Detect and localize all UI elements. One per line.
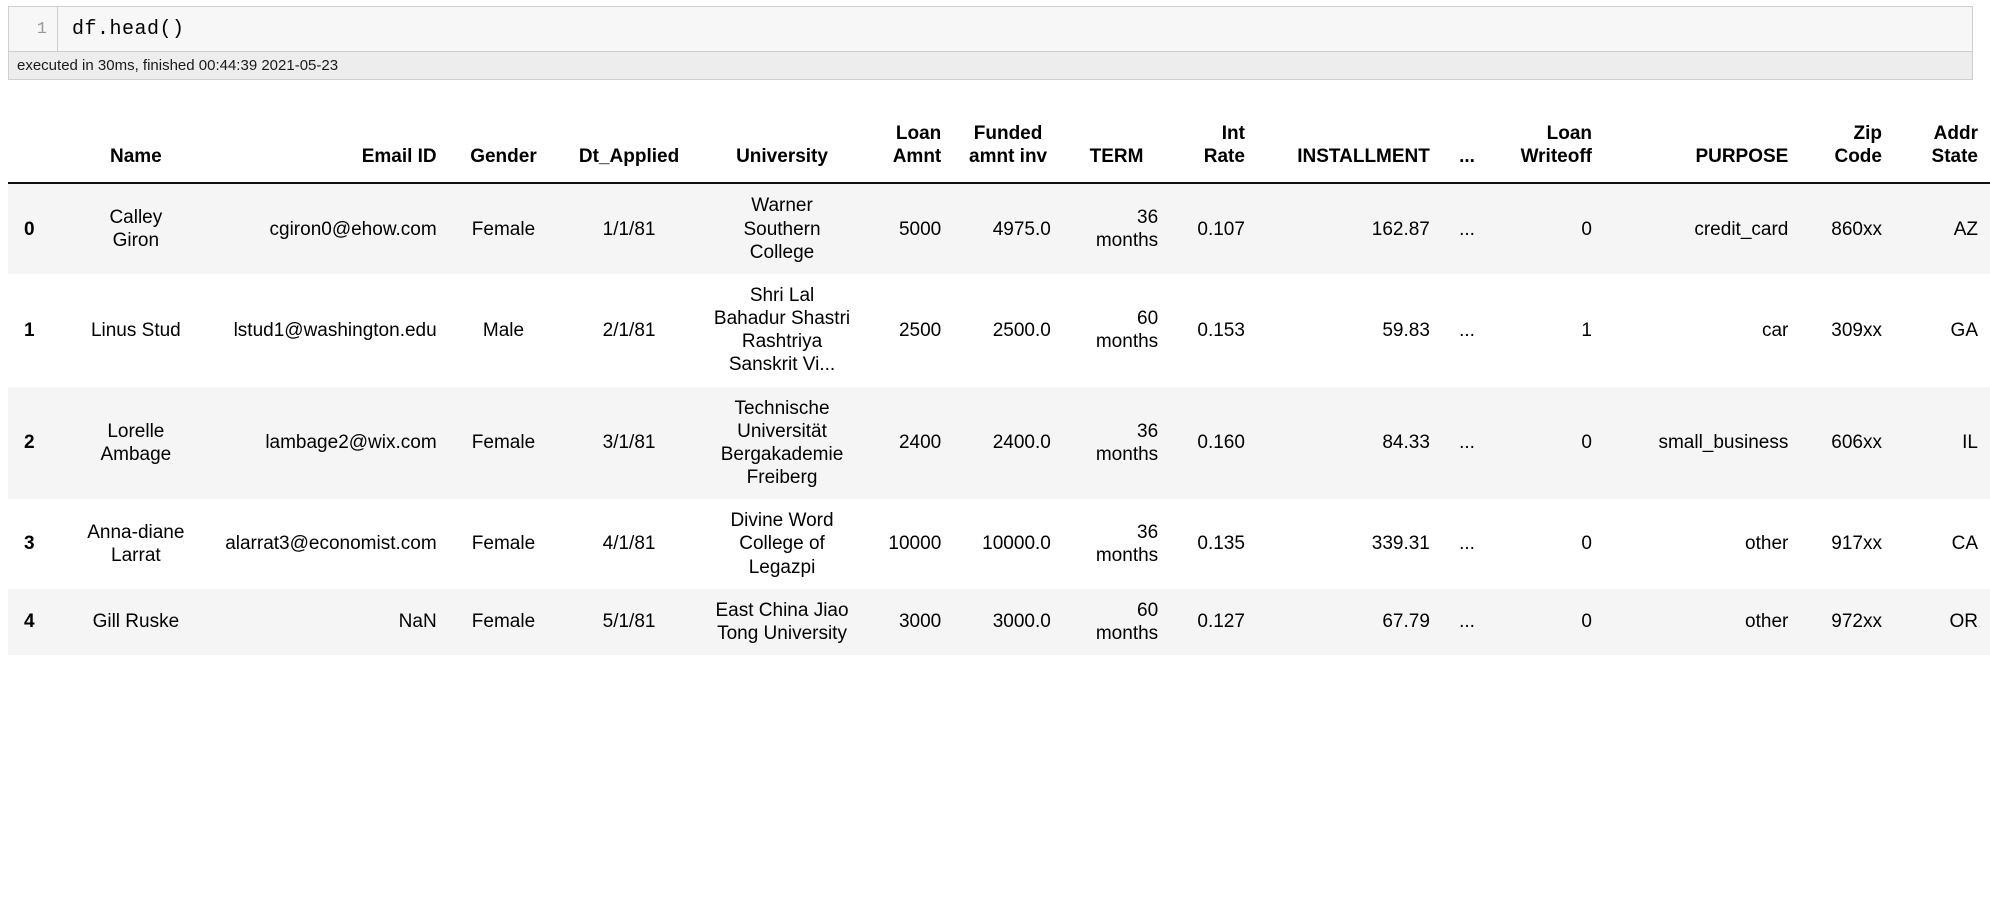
cell-ellipsis: ...	[1459, 533, 1475, 555]
cell-installment: 339.31	[1371, 533, 1430, 555]
column-header-university: University	[700, 114, 864, 183]
cell-int-rate: 0.160	[1197, 432, 1245, 454]
row-index: 2	[24, 432, 35, 454]
cell-installment: 67.79	[1382, 611, 1430, 633]
cell-dt-applied: 1/1/81	[602, 218, 656, 240]
table-row	[8, 274, 1990, 387]
cell-name: Linus Stud	[90, 319, 181, 341]
cell-purpose: credit_card	[1694, 218, 1789, 240]
column-header-zip-code: Zip Code	[1800, 114, 1894, 183]
cell-university: East China Jiao Tong University	[715, 599, 849, 644]
cell-loan-writeoff: 0	[1581, 432, 1592, 454]
cell-email: lstud1@washington.edu	[233, 319, 437, 341]
cell-funded-amnt-inv: 2400.0	[992, 432, 1051, 454]
cell-int-rate: 0.127	[1197, 611, 1245, 633]
cell-gender: Female	[471, 432, 536, 454]
cell-university: Warner Southern College	[743, 195, 821, 263]
cell-loan-amnt: 3000	[898, 611, 942, 633]
column-header-addr-state: Addr State	[1894, 114, 1990, 183]
cell-email: cgiron0@ehow.com	[269, 218, 437, 240]
cell-loan-amnt: 2400	[898, 432, 942, 454]
column-header-loan-writeoff: Loan Writeoff	[1492, 114, 1604, 183]
cell-dt-applied: 3/1/81	[602, 432, 656, 454]
execution-info-text: executed in 30ms, finished 00:44:39 2021-05-23	[17, 56, 339, 74]
row-index: 0	[24, 218, 35, 240]
cell-zip-code: 917xx	[1831, 533, 1882, 555]
table-row	[8, 387, 1990, 500]
cell-email: alarrat3@economist.com	[225, 533, 437, 555]
table-header-row	[8, 114, 1990, 183]
cell-dt-applied: 4/1/81	[602, 533, 656, 555]
cell-name: Calley Giron	[109, 206, 163, 252]
cell-addr-state: GA	[1950, 319, 1978, 341]
cell-email: NaN	[398, 611, 437, 633]
cell-funded-amnt-inv: 10000.0	[982, 533, 1051, 555]
cell-email: lambage2@wix.com	[265, 432, 437, 454]
row-index: 4	[24, 611, 35, 633]
cell-term: 36 months	[1095, 521, 1159, 566]
cell-zip-code: 972xx	[1831, 611, 1882, 633]
cell-installment: 84.33	[1382, 432, 1430, 454]
cell-ellipsis: ...	[1459, 218, 1475, 240]
column-header-email: Email ID	[200, 114, 449, 183]
cell-addr-state: AZ	[1953, 218, 1978, 240]
cell-name: Lorelle Ambage	[100, 420, 172, 465]
cell-term: 60 months	[1095, 308, 1159, 353]
column-header-funded-amnt-inv: Funded amnt inv	[953, 114, 1063, 183]
column-header-term: TERM	[1063, 114, 1170, 183]
table-row	[8, 589, 1990, 655]
column-header-ellipsis: ...	[1442, 114, 1492, 183]
cell-term: 36 months	[1095, 420, 1159, 465]
cell-university: Technische Universität Bergakademie Freiberg	[720, 397, 844, 489]
table-body	[8, 183, 1990, 655]
cell-loan-writeoff: 0	[1581, 533, 1592, 555]
cell-funded-amnt-inv: 2500.0	[992, 319, 1051, 341]
code-text: df.head()	[72, 17, 185, 41]
code-input-row[interactable]	[8, 6, 1973, 52]
cell-university: Divine Word College of Legazpi	[730, 510, 834, 578]
column-header-loan-amnt: Loan Amnt	[864, 114, 953, 183]
cell-addr-state: IL	[1962, 432, 1978, 454]
cell-gender: Female	[471, 218, 536, 240]
dataframe-output	[8, 114, 1990, 655]
cell-installment: 162.87	[1371, 218, 1430, 240]
column-header-int-rate: Int Rate	[1170, 114, 1257, 183]
cell-loan-writeoff: 0	[1581, 611, 1592, 633]
cell-loan-writeoff: 1	[1581, 319, 1592, 341]
column-header-dt-applied: Dt_Applied	[558, 114, 700, 183]
cell-funded-amnt-inv: 4975.0	[992, 218, 1051, 240]
column-header-name: Name	[72, 114, 200, 183]
cell-name: Gill Ruske	[92, 611, 180, 633]
cell-addr-state: CA	[1951, 533, 1978, 555]
cell-dt-applied: 5/1/81	[602, 611, 656, 633]
cell-ellipsis: ...	[1459, 319, 1475, 341]
cell-funded-amnt-inv: 3000.0	[992, 611, 1051, 633]
cell-loan-writeoff: 0	[1581, 218, 1592, 240]
cell-loan-amnt: 5000	[898, 218, 942, 240]
cell-ellipsis: ...	[1459, 432, 1475, 454]
cell-loan-amnt: 2500	[898, 319, 942, 341]
cell-gender: Female	[471, 611, 536, 633]
cell-dt-applied: 2/1/81	[602, 319, 656, 341]
code-editor[interactable]	[57, 7, 1972, 51]
cell-gender: Female	[471, 533, 536, 555]
cell-installment: 59.83	[1382, 319, 1430, 341]
cell-term: 36 months	[1095, 206, 1159, 252]
cell-university: Shri Lal Bahadur Shastri Rashtriya Sanskrit Vi...	[713, 284, 851, 376]
cell-int-rate: 0.135	[1197, 533, 1245, 555]
cell-addr-state: OR	[1949, 611, 1978, 633]
cell-zip-code: 309xx	[1831, 319, 1882, 341]
table-header	[8, 114, 1990, 183]
column-header-index	[8, 114, 72, 183]
cell-zip-code: 860xx	[1831, 218, 1882, 240]
column-header-purpose: PURPOSE	[1604, 114, 1800, 183]
table-row	[8, 183, 1990, 274]
column-header-gender: Gender	[449, 114, 559, 183]
cell-purpose: other	[1745, 533, 1789, 555]
notebook-cell	[8, 6, 1973, 80]
row-index: 3	[24, 533, 35, 555]
dataframe-table	[8, 114, 1990, 655]
execution-info-bar	[8, 52, 1973, 80]
cell-purpose: small_business	[1658, 432, 1789, 454]
cell-prompt-number: 1	[9, 7, 57, 51]
cell-purpose: car	[1761, 319, 1789, 341]
cell-name: Anna-diane Larrat	[87, 521, 185, 566]
cell-int-rate: 0.153	[1197, 319, 1245, 341]
cell-gender: Male	[482, 319, 525, 341]
row-index: 1	[24, 319, 35, 341]
table-row	[8, 499, 1990, 589]
cell-zip-code: 606xx	[1831, 432, 1882, 454]
cell-ellipsis: ...	[1459, 611, 1475, 633]
cell-purpose: other	[1745, 611, 1789, 633]
cell-loan-amnt: 10000	[888, 533, 942, 555]
cell-int-rate: 0.107	[1197, 218, 1245, 240]
cell-term: 60 months	[1095, 599, 1159, 644]
column-header-installment: INSTALLMENT	[1257, 114, 1442, 183]
